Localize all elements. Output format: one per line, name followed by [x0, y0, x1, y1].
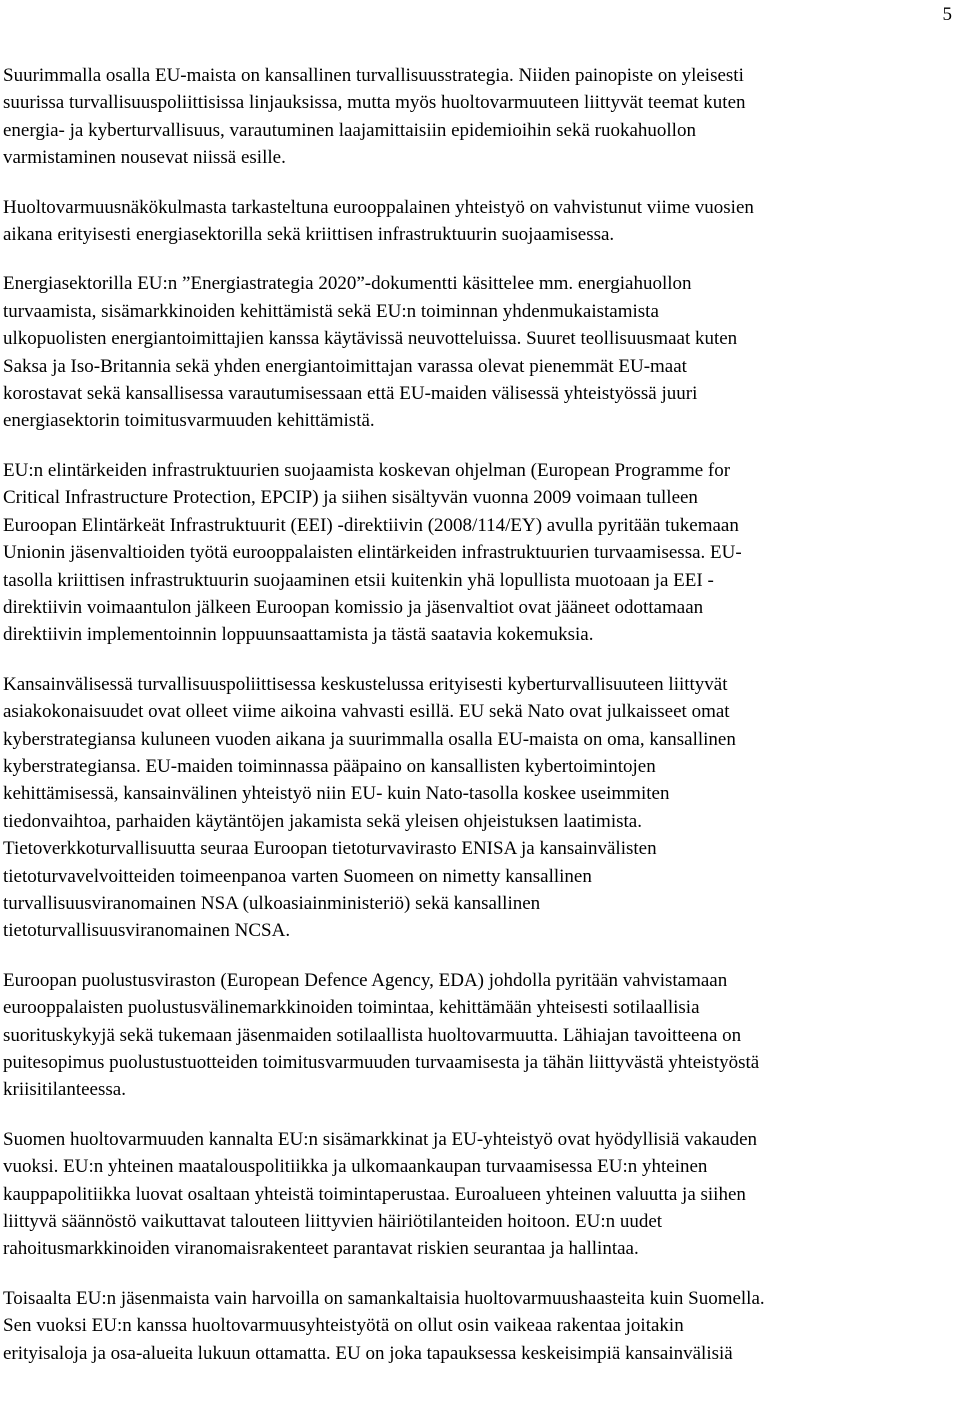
text-line: Suurimmalla osalla EU-maista on kansallinen turvallisuusstrategia. Niiden painopiste on yleisesti: [3, 65, 744, 86]
page-number: 5: [942, 4, 952, 25]
text-line: tietoturvavelvoitteiden toimeenpanoa varten Suomeen on nimetty kansallinen: [3, 865, 592, 887]
text-line: Kansainvälisessä turvallisuuspoliittisessa keskustelussa erityisesti kyberturvallisuuteen liittyvät: [3, 673, 728, 695]
paragraph-european-cooperation: [3, 194, 953, 249]
text-line: tietoturvallisuusviranomainen NCSA.: [3, 920, 291, 942]
text-line: Euroopan Elintärkeät Infrastruktuurit (EEI) -direktiivin (2008/114/EY) avulla pyritään tukemaan: [3, 514, 739, 536]
text-line: direktiivin voimaantulon jälkeen Euroopan komissio ja jäsenvaltiot ovat jääneet odottamaan: [3, 596, 704, 618]
text-line: rahoitusmarkkinoiden viranomaisrakenteet parantavat riskien seurantaa ja hallintaa.: [3, 1238, 639, 1260]
paragraph-critical-infrastructure: [3, 457, 953, 649]
text-line: kehittämisessä, kansainvälinen yhteistyö niin EU- kuin Nato-tasolla koskee useimmiten: [3, 783, 670, 805]
document-body: [3, 62, 953, 1389]
text-line: tasolla kriittisen infrastruktuurin suojaaminen etsii kuitenkin yhä lopullista muotoaan ja EEI -: [3, 569, 714, 591]
text-line: vuoksi. EU:n yhteinen maatalouspolitiikka ja ulkomaankaupan turvaamisessa EU:n yhteinen: [3, 1156, 708, 1178]
text-line: energia- ja kyberturvallisuus, varautuminen laajamittaisiin epidemioihin sekä ruokahuollon: [3, 119, 696, 141]
text-line: Huoltovarmuusnäkökulmasta tarkasteltuna eurooppalainen yhteistyö on vahvistunut viime vuosien: [3, 196, 754, 218]
text-line: Saksa ja Iso-Britannia sekä yhden energiantoimittajan varassa olevat pienemmät EU-maat: [3, 355, 687, 377]
paragraph-cyber-security: [3, 671, 953, 945]
text-line: EU:n elintärkeiden infrastruktuurien suojaamista koskevan ohjelman (European Programme for: [3, 459, 731, 481]
text-line: kyberstrategiansa. EU-maiden toiminnassa pääpaino on kansallisten kybertoimintojen: [3, 755, 656, 777]
paragraph-national-strategies: [3, 62, 953, 172]
text-line: energiasektorin toimitusvarmuuden kehittämistä.: [3, 410, 375, 432]
text-line: turvallisuusviranomainen NSA (ulkoasiainministeriö) sekä kansallinen: [3, 892, 541, 914]
text-line: direktiivin implementoinnin loppuunsaattamista ja tästä saatavia kokemuksia.: [3, 624, 594, 646]
text-line: Tietoverkkoturvallisuutta seuraa Euroopan tietoturvavirasto ENISA ja kansainvälisten: [3, 838, 657, 860]
paragraph-defence-agency: [3, 967, 953, 1104]
text-line: Euroopan puolustusviraston (European Defence Agency, EDA) johdolla pyritään vahvistamaan: [3, 969, 728, 991]
text-line: suorituskykyjä sekä tukemaan jäsenmaiden sotilaallista huoltovarmuutta. Lähiajan tavoitteena on: [3, 1024, 742, 1046]
text-line: suurissa turvallisuuspoliittisissa linjauksissa, mutta myös huoltovarmuuteen liittyvät teemat kuten: [3, 92, 746, 114]
text-line: kauppapolitiikka luovat osaltaan yhteistä toimintaperustaa. Euroalueen yhteinen valuutta ja siihen: [3, 1183, 746, 1205]
text-line: turvaamista, sisämarkkinoiden kehittämistä sekä EU:n toiminnan yhdenmukaistamista: [3, 300, 659, 322]
text-line: erityisaloja ja osa-alueita lukuun ottamatta. EU on joka tapauksessa keskeisimpiä kansainvälisiä: [3, 1342, 733, 1364]
text-line: puitesopimus puolustustuotteiden toimitusvarmuuden turvaamisesta ja tähän liittyvästä yhteistyöstä: [3, 1052, 760, 1073]
text-line: Critical Infrastructure Protection, EPCIP) ja siihen sisältyvän vuonna 2009 voimaan tulleen: [3, 487, 698, 509]
text-line: aikana erityisesti energiasektorilla sekä kriittisen infrastruktuurin suojaamisessa.: [3, 224, 615, 246]
paragraph-energy-sector: [3, 270, 953, 434]
paragraph-finland-security-of-supply: [3, 1126, 953, 1263]
text-line: Energiasektorilla EU:n ”Energiastrategia 2020”-dokumentti käsittelee mm. energiahuollon: [3, 273, 692, 295]
text-line: varmistaminen nousevat niissä esille.: [3, 147, 286, 169]
text-line: kyberstrategiansa kuluneen vuoden aikana ja suurimmalla osalla EU-maista on oma, kansallinen: [3, 728, 736, 750]
text-line: Toisaalta EU:n jäsenmaista vain harvoilla on samankaltaisia huoltovarmuushaasteita kuin Suomella.: [3, 1287, 765, 1309]
text-line: tiedonvaihtoa, parhaiden käytäntöjen jakamista sekä yleisen ohjeistuksen laatimista.: [3, 810, 642, 832]
text-line: korostavat sekä kansallisessa varautumisessaan että EU-maiden välisessä yhteistyössä juuri: [3, 383, 698, 405]
text-line: ulkopuolisten energiantoimittajien kanssa käytävissä neuvotteluissa. Suuret teollisuusmaat kuten: [3, 328, 738, 350]
text-line: asiakokonaisuudet ovat olleet viime aikoina vahvasti esillä. EU sekä Nato ovat julkaisseet omat: [3, 701, 730, 723]
text-line: kriisitilanteessa.: [3, 1079, 126, 1101]
text-line: liittyvä säännöstö vaikuttavat talouteen liittyvien häiriötilanteiden hoitoon. EU:n uudet: [3, 1211, 663, 1233]
text-line: eurooppalaisten puolustusvälinemarkkinoiden toimintaa, kehittämään yhteisesti sotilaallisia: [3, 997, 700, 1019]
text-line: Unionin jäsenvaltioiden työtä eurooppalaisten elintärkeiden infrastruktuurien turvaamisessa. EU-: [3, 542, 742, 564]
text-line: Sen vuoksi EU:n kanssa huoltovarmuusyhteistyötä on ollut osin vaikeaa rakentaa joitakin: [3, 1315, 684, 1337]
paragraph-member-state-challenges: [3, 1285, 953, 1367]
text-line: Suomen huoltovarmuuden kannalta EU:n sisämarkkinat ja EU-yhteistyö ovat hyödyllisiä vakauden: [3, 1128, 758, 1150]
